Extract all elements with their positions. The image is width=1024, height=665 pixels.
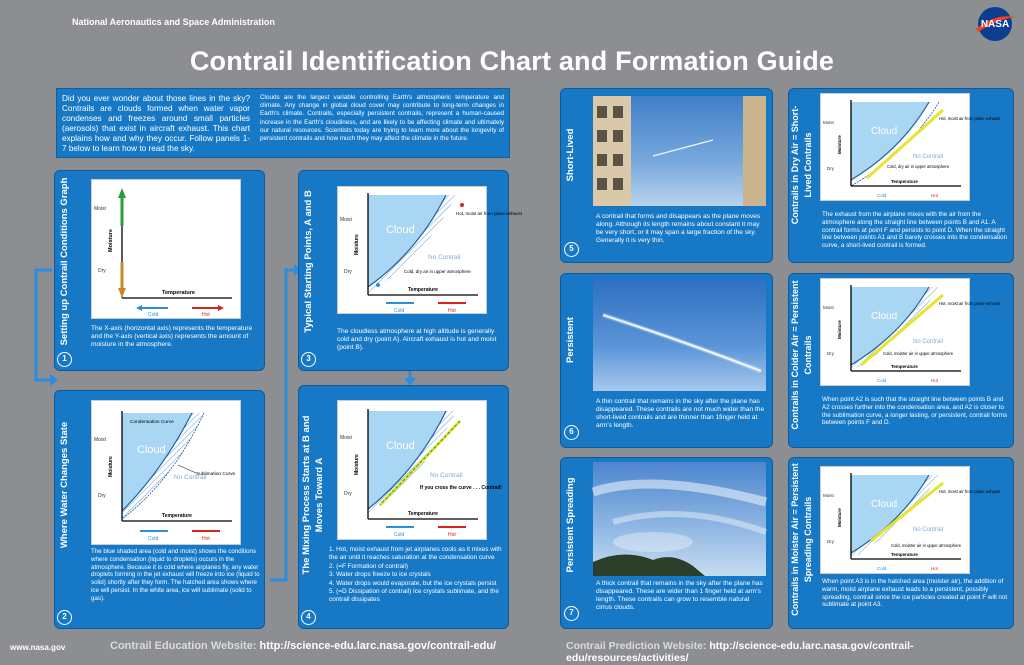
svg-text:Moisture: Moisture [354,454,360,475]
svg-text:Moist: Moist [340,217,352,223]
chart-2 [91,400,241,545]
hot-moist-label: Hot, moist air from plane exhaust [456,211,523,216]
svg-text:Cloud: Cloud [871,126,898,137]
panel-8-label: Contrails in Dry Air = Short-Lived Contrails [790,105,813,225]
panel-9-label: Contrails in Colder Air = Persistent Contrails [790,280,813,430]
panel-1-number: 1 [57,352,72,367]
chart-4 [337,400,502,540]
logo-text: NASA [980,19,1010,30]
condensation-curve-label: Condensation Curve [130,420,174,425]
svg-text:Cold: Cold [877,378,887,383]
svg-text:Moisture: Moisture [837,320,842,339]
arrow-head [50,374,58,386]
svg-text:Hot, moist air from plane exha: Hot, moist air from plane exhaust [939,489,1001,494]
list-item: 2. (=F Formation of contrail) [329,562,409,570]
panel-3-label: Typical Starting Points, A and B [303,190,314,333]
if-you-cross-label: If you cross the curve . . . Contrail! [420,485,502,491]
panel-3-text: The cloudless atmosphere at high altitude is generally cold and dry (point A). Aircraft exhaust is hot and moist (point B). [337,328,497,351]
sublimation-curve-label: Sublimation Curve [196,472,236,477]
panel-10-label: Contrails in Moister Air = Persistent Spreading Contrails [790,463,813,616]
moist-label: Moist [94,206,106,212]
panel-7-label: Persistent Spreading [565,477,576,573]
prediction-website [566,640,1024,664]
svg-text:No Contrail: No Contrail [913,154,944,160]
svg-text:No Contrail: No Contrail [428,254,461,261]
list-item: 3. Water drops freeze to ice crystals [329,571,431,579]
svg-text:Hot: Hot [448,532,456,538]
svg-text:Cloud: Cloud [871,311,898,322]
site-link[interactable]: www.nasa.gov [10,643,66,652]
svg-text:Moisture: Moisture [108,456,114,477]
panel-5-text: A contrail that forms and disappears as the plane moves along. Although its length remains about constant it may be very short, or it may span a large fraction of the sky. Generally it is very thin. [596,213,761,244]
svg-text:Cold, dry air in upper atmosph: Cold, dry air in upper atmosphere [887,164,950,169]
intro-left-text: Did you ever wonder about those lines in the sky? Contrails are clouds formed when water vapor condenses and freezes around small particles (aerosols) that exist in aircraft exhaust. This chart explains how and why they occur. Follow panels 1-7 below to learn how to read the sky. [62,94,250,153]
svg-text:Hot, moist air from plane exha: Hot, moist air from plane exhaust [939,301,1001,306]
svg-text:Moist: Moist [823,120,834,125]
svg-text:Temperature: Temperature [162,513,192,519]
svg-text:No Contrail: No Contrail [913,527,944,533]
chart-10 [820,466,1001,574]
svg-text:Moisture: Moisture [354,234,360,255]
svg-text:Hot: Hot [448,308,456,314]
cold-moister-label: Cold, moister air in upper atmosphere [883,351,954,356]
pred-label: Contrail Prediction Website: [566,640,707,652]
intro-right-text: Clouds are the largest variable controlling Earth's atmospheric temperature and climate. Any change in global cloud cover may contribute to long-term changes in Earth's climate. Contrails, especially persistent contrails, represent a human-caused increase in the Earth's cloudiness, and are likely to be affecting climate and ultimately our natural resources. Scientists today are trying to learn more about the longevity of persistent contrails and how much they may affect the climate in the future. [260,94,504,143]
temperature-axis-label: Temperature [162,290,195,296]
svg-text:No Contrail: No Contrail [430,472,463,479]
panel-6-text: A thin contrail that remains in the sky after the plane has disappeared. These contrails are not much wider than the short-lived contrails and are thinner than 1finger held at arm's length. [596,398,765,429]
panel-4-label: The Mixing Process Starts at B and Moves Toward A [301,415,325,575]
photo-persistent-spreading [593,462,766,576]
panel-9-text: When point A2 is such that the straight line between points B and A2 crosses further into the condensation area, and A2 is closer to the sublimation curve, a longer lasting, or persistent, contrail forms between points F and D. [822,396,1008,427]
svg-text:Hot: Hot [931,566,939,571]
panel-3-number: 3 [301,352,316,367]
svg-text:Cold: Cold [394,308,405,314]
panel-5-number: 5 [564,242,579,257]
panel-2-number: 2 [57,610,72,625]
photo-short-lived [593,96,766,206]
chart-8 [820,93,1001,201]
svg-text:Moist: Moist [823,305,834,310]
svg-text:Dry: Dry [827,166,834,171]
panel-7-text: A thick contrail that remains in the sky after the plane has disappeared. These are wider than 1 finger held at arm's length. These contrails can grow to resemble natural cirrus clouds. [596,580,763,611]
svg-text:Dry: Dry [98,493,106,499]
svg-text:Dry: Dry [827,351,834,356]
svg-text:Cold, moister air in upper atm: Cold, moister air in upper atmosphere [891,543,962,548]
list-item: 5. (=D Dissipation of contrail) Ice crystals sublimate, and the contrail dissipates [329,588,499,604]
panel-10-text: When point A3 is in the hatched area (moister air), the addition of warm, moist airplane exhaust leads to a persistent, possibly spreading, contrail since the ice particles created at point F will not sublimate at point A3. [822,578,1008,609]
edu-label: Contrail Education Website: [110,640,257,652]
chart-9 [820,278,1001,386]
svg-text:Cloud: Cloud [871,499,898,510]
panel-5-label: Short-Lived [565,128,576,182]
chart-3 [337,186,523,314]
chart-1 [91,179,241,319]
photo-persistent [593,279,766,391]
panel-1-label: Setting up Contrail Conditions Graph [59,177,70,346]
edu-url-link[interactable]: http://science-edu.larc.nasa.gov/contrail-edu/ [259,640,497,652]
svg-text:Dry: Dry [827,539,834,544]
svg-text:Moisture: Moisture [837,508,842,527]
svg-text:Temperature: Temperature [891,552,918,557]
svg-text:Temperature: Temperature [408,287,438,293]
panel-2-text: The blue shaded area (cold and moist) shows the conditions where condensation (liquid to droplets) occurs in the atmosphere. Because it is cold where airplanes fly, any water droplets forming in the jet exhaust will freeze into ice (liquid to solid) shortly after they form. The hatched area shows where ice will persist. In the white area, ice will sublimate (solid to gas). [91,548,260,602]
cold-dry-label: Cold, dry air in upper atmosphere [404,269,471,274]
hot-label: Hot [202,312,210,318]
panel-4-number: 4 [301,610,316,625]
svg-text:Hot: Hot [931,378,939,383]
agency-name: National Aeronautics and Space Administration [72,17,275,27]
svg-text:Cold: Cold [877,566,887,571]
svg-text:Moist: Moist [823,493,834,498]
panel-8-text: The exhaust from the airplane mixes with the air from the atmosphere along the straight line between points B and A1. A contrail forms at point F and persists to point D. When the straight line between points A1 and B barely crosses into the condensation curve, a short-lived contrail is formed. [822,211,1008,250]
edu-website [110,640,496,652]
panel-1-text: The X-axis (horizontal axis) represents the temperature and the Y-axis (vertical axis) represents the amount of moisture in the atmosphere. [91,325,253,348]
cloud-label: Cloud [137,444,166,456]
cold-label: Cold [148,312,159,318]
panel-6-label: Persistent [565,317,576,363]
dry-label: Dry [98,268,106,274]
svg-text:Moist: Moist [340,435,352,441]
svg-text:Temperature: Temperature [891,179,918,184]
svg-text:Dry: Dry [344,491,352,497]
list-item: 4. Water drops would evaporate, but the ice crystals persist [329,579,497,587]
svg-text:Temperature: Temperature [408,511,438,517]
moisture-axis-label: Moisture [108,229,114,252]
svg-text:Cloud: Cloud [386,440,415,452]
svg-text:Cold: Cold [394,532,405,538]
svg-text:Hot: Hot [202,536,210,542]
svg-text:Hot, moist air from plane exha: Hot, moist air from plane exhaust [939,116,1001,121]
page-title: Contrail Identification Chart and Formation Guide [189,46,835,76]
svg-text:Dry: Dry [344,269,352,275]
list-item: 1. Hot, moist exhaust from jet airplanes cools as it mixes with the air until it reaches saturation at the condensation curve [329,546,502,562]
panel-7-number: 7 [564,606,579,621]
panel-2-label: Where Water Changes State [59,421,70,549]
svg-text:Temperature: Temperature [891,364,918,369]
panel-4-list [329,546,507,605]
no-contrail-label: No Contrail [174,474,207,481]
pred-url-link[interactable]: http://science-edu.larc.nasa.gov/contrail-edu/resources/activities/ [566,640,914,664]
svg-text:Moist: Moist [94,437,106,443]
svg-text:Moisture: Moisture [837,135,842,154]
svg-text:No Contrail: No Contrail [913,339,944,345]
svg-text:Hot: Hot [931,193,939,198]
svg-text:Cold: Cold [877,193,887,198]
svg-text:Cold: Cold [148,536,159,542]
svg-text:Cloud: Cloud [386,224,415,236]
panel-6-number: 6 [564,425,579,440]
